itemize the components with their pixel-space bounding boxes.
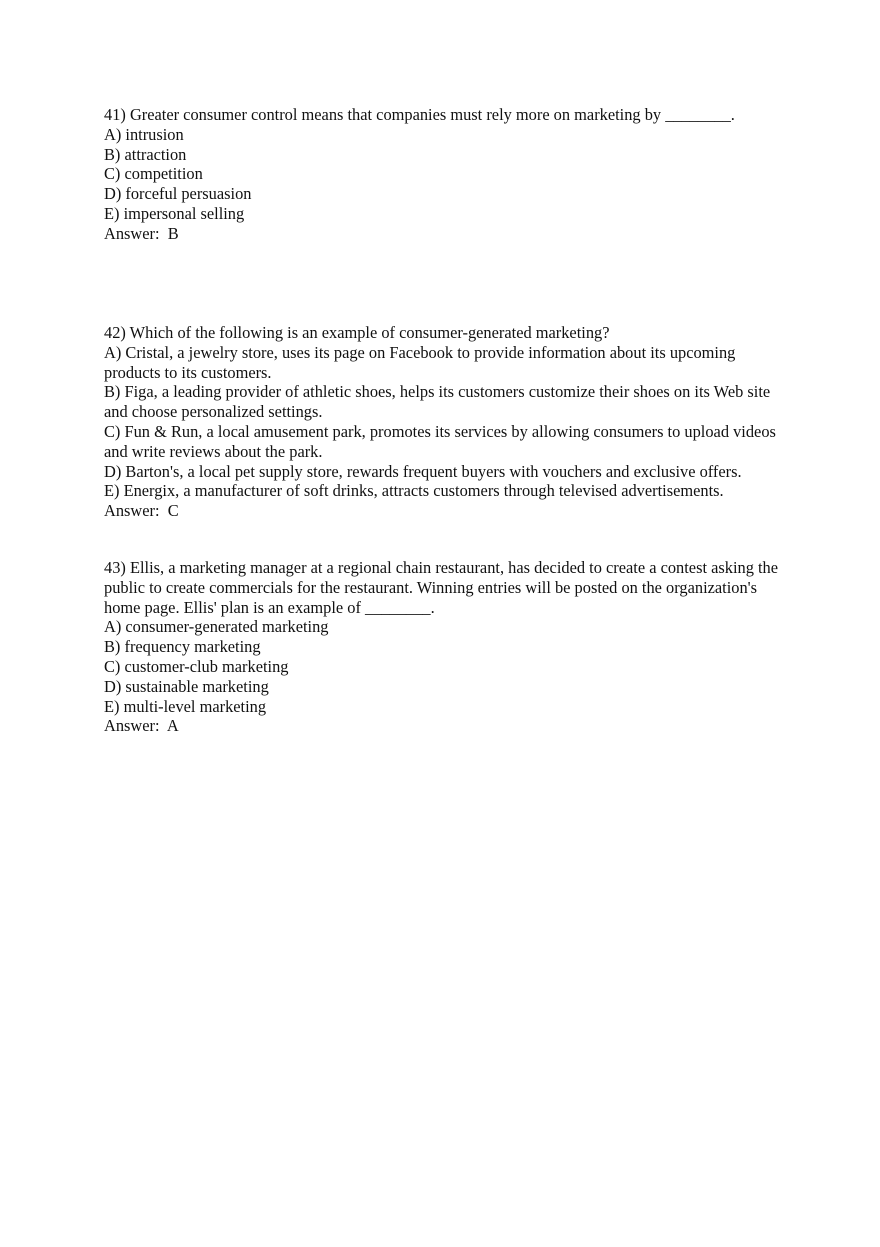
option-a: A) consumer-generated marketing — [104, 617, 329, 637]
answer-value: C — [167, 501, 179, 521]
answer-line — [104, 224, 784, 244]
option-e: E) impersonal selling — [104, 203, 245, 223]
question-stem: 42) Which of the following is an example of consumer-generated marketing? — [104, 323, 610, 342]
answer-line — [104, 501, 784, 521]
option-c: C) Fun & Run, a local amusement park, promotes its services by allowing consumers to upload videos and write reviews about the park. — [104, 421, 776, 461]
question-43 — [104, 558, 784, 736]
option-e: E) Energix, a manufacturer of soft drinks, attracts customers through televised advertisements. — [104, 481, 724, 501]
question-42 — [104, 323, 784, 521]
answer-line — [104, 716, 784, 736]
option-b: B) attraction — [104, 144, 187, 164]
option-b: B) frequency marketing — [104, 637, 261, 657]
answer-label: Answer: — [104, 223, 168, 243]
option-a: A) intrusion — [104, 124, 184, 144]
option-d: D) sustainable marketing — [104, 676, 269, 696]
option-c: C) customer-club marketing — [104, 656, 289, 676]
question-stem: 43) Ellis, a marketing manager at a regional chain restaurant, has decided to create a contest asking the public to create commercials for the restaurant. Winning entries will be posted on the organization's home page. Ellis' plan is an example of ________. — [104, 558, 779, 617]
option-d: D) Barton's, a local pet supply store, rewards frequent buyers with vouchers and exclusive offers. — [104, 461, 742, 481]
option-a: A) Cristal, a jewelry store, uses its page on Facebook to provide information about its upcoming products to its customers. — [104, 342, 736, 382]
answer-label: Answer: — [104, 501, 168, 521]
answer-label: Answer: — [104, 716, 167, 736]
option-c: C) competition — [104, 164, 203, 184]
option-b: B) Figa, a leading provider of athletic shoes, helps its customers customize their shoes on its Web site and choose personalized settings. — [104, 382, 771, 422]
answer-value: B — [167, 223, 179, 243]
option-e: E) multi-level marketing — [104, 696, 267, 716]
question-41 — [104, 105, 784, 244]
answer-value: A — [166, 716, 179, 736]
option-d: D) forceful persuasion — [104, 184, 252, 204]
question-stem: 41) Greater consumer control means that companies must rely more on marketing by ________. — [104, 105, 735, 124]
